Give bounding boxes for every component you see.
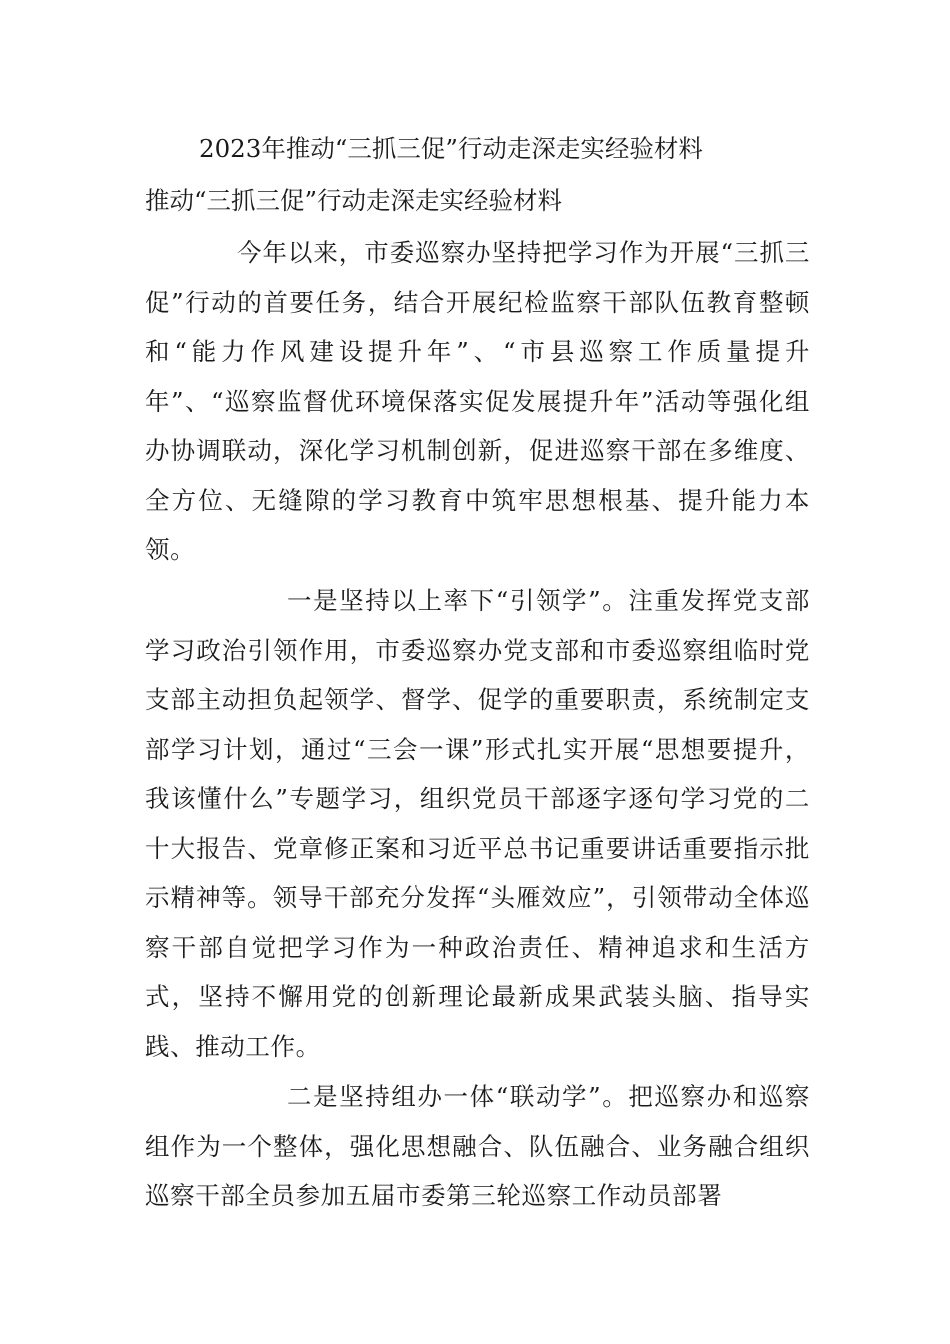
paragraph-point-one: 一是坚持以上率下“引领学”。注重发挥党支部学习政治引领作用，市委巡察办党支部和市委巡察组临时党支部主动担负起领学、督学、促学的重要职责，系统制定支部学习计划，通过“三会一课”形式扎实开展“思想要提升，我该懂什么”专题学习，组织党员干部逐字逐句学习党的二十大报告、党章修正案和习近平总书记重要讲话重要指示批示精神等。领导干部充分发挥“头雁效应”，引领带动全体巡察干部自觉把学习作为一种政治责任、精神追求和生活方式，坚持不懈用党的创新理论最新成果武装头脑、指导实践、推动工作。: [145, 586, 810, 1061]
paragraph-point-two: 二是坚持组办一体“联动学”。把巡察办和巡察组作为一个整体，强化思想融合、队伍融合、业务融合组织巡察干部全员参加五届市委第三轮巡察工作动员部署: [145, 1082, 810, 1210]
document-subtitle: 推动“三抓三促”行动走深走实经验材料: [145, 186, 563, 215]
paragraph-intro: 今年以来，市委巡察办坚持把学习作为开展“三抓三促”行动的首要任务，结合开展纪检监察干部队伍教育整顿和“能力作风建设提升年”、“市县巡察工作质量提升年”、“巡察监督优环境保落实促发展提升年”活动等强化组办协调联动，深化学习机制创新，促进巡察干部在多维度、全方位、无缝隙的学习教育中筑牢思想根基、提升能力本领。: [145, 238, 810, 564]
document-title: 2023年推动“三抓三促”行动走深走实经验材料: [199, 134, 703, 163]
